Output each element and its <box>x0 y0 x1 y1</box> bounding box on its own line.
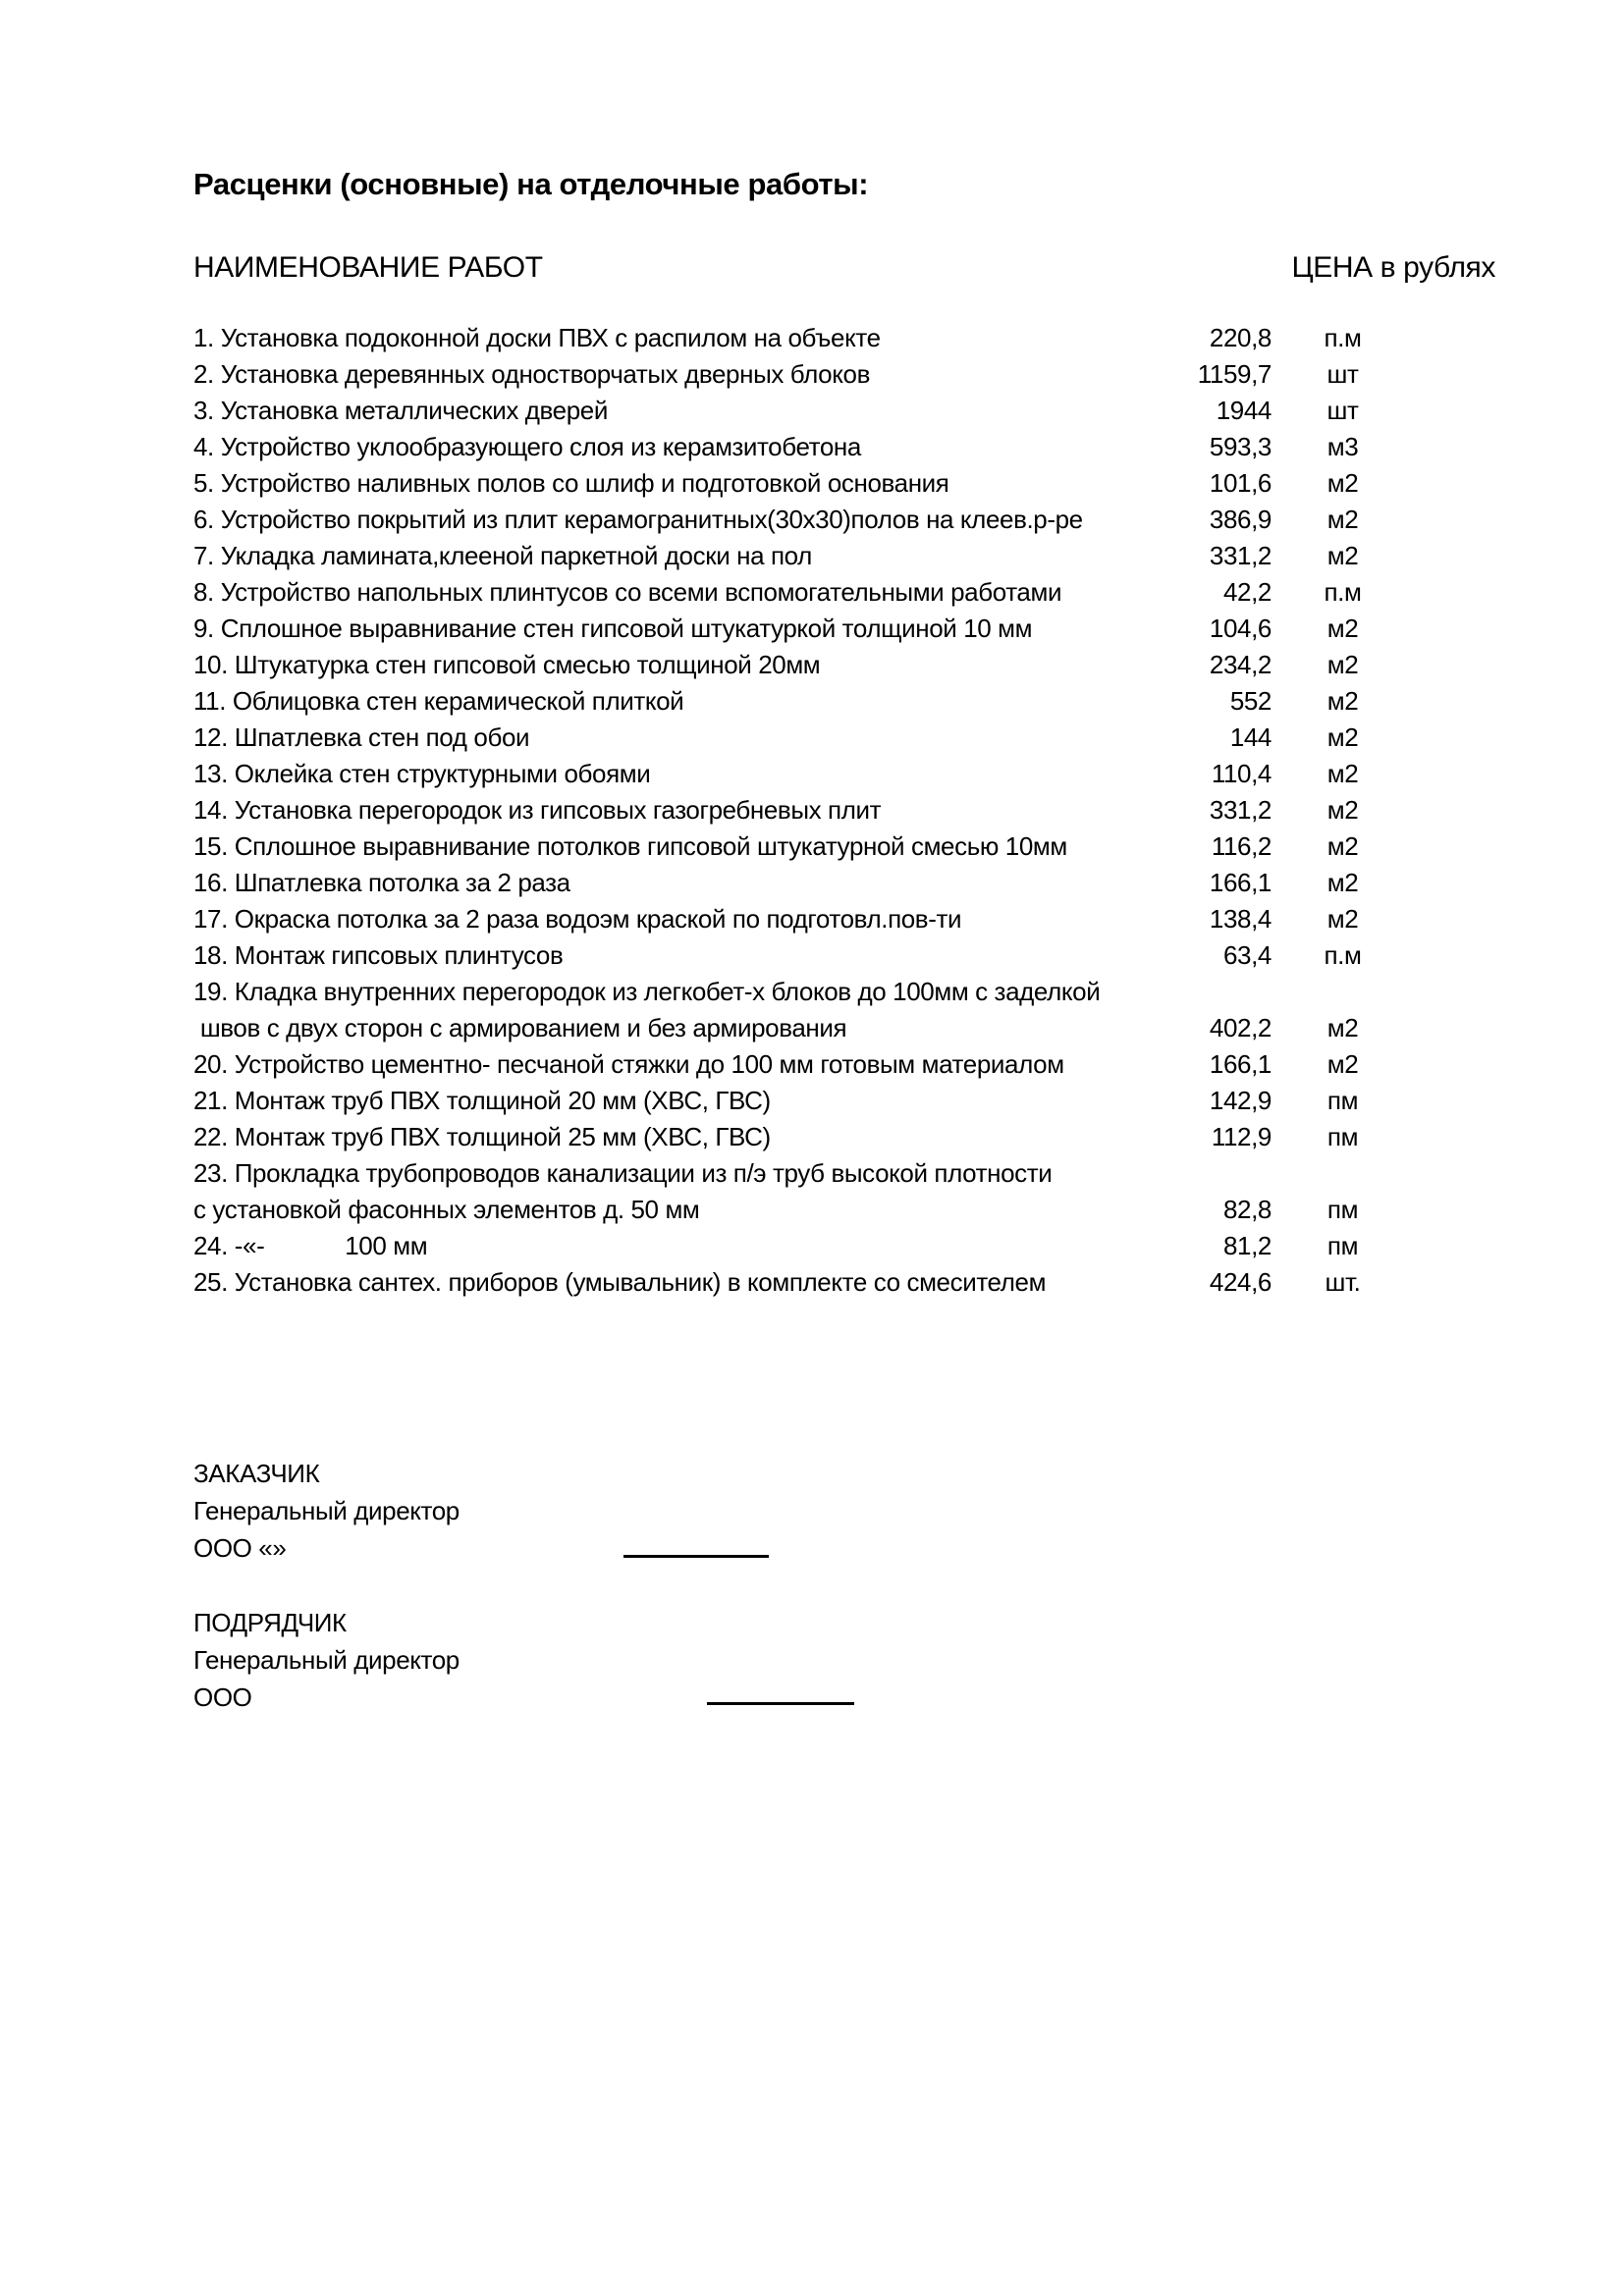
work-price: 166,1 <box>1209 1049 1272 1079</box>
customer-company-label: ООО «» <box>193 1533 287 1563</box>
table-row <box>193 611 1495 647</box>
work-price: 1944 <box>1216 396 1272 425</box>
customer-position-label: Генеральный директор <box>193 1496 460 1525</box>
work-name: 25. Установка сантех. приборов (умывальник) в комплекте со смесителем <box>193 1267 1047 1297</box>
work-name: 15. Сплошное выравнивание потолков гипсовой штукатурной смесью 10мм <box>193 831 1067 861</box>
document-content <box>193 165 1495 1301</box>
work-unit <box>1272 974 1414 1010</box>
work-price: 110,4 <box>1211 759 1272 788</box>
column-header-name: НАИМЕНОВАНИЕ РАБОТ <box>193 251 543 284</box>
price-list <box>193 320 1495 1301</box>
page-title: Расценки (основные) на отделочные работы: <box>193 167 869 201</box>
work-name: 10. Штукатурка стен гипсовой смесью толщиной 20мм <box>193 650 821 679</box>
table-row <box>193 1192 1495 1228</box>
work-price: 112,9 <box>1211 1122 1272 1151</box>
table-row <box>193 356 1495 393</box>
table-row <box>193 1083 1495 1119</box>
customer-signature-line <box>623 1555 769 1558</box>
work-name: 4. Устройство уклообразующего слоя из керамзитобетона <box>193 432 861 461</box>
work-name: 13. Оклейка стен структурными обоями <box>193 759 651 788</box>
table-row <box>193 502 1495 538</box>
work-name: 9. Сплошное выравнивание стен гипсовой штукатуркой толщиной 10 мм <box>193 614 1033 643</box>
table-row <box>193 538 1495 574</box>
work-price: 101,6 <box>1209 468 1272 498</box>
work-price: 1159,7 <box>1197 359 1272 389</box>
work-unit: шт <box>1326 359 1359 389</box>
work-unit: м2 <box>1326 795 1359 825</box>
work-price: 142,9 <box>1209 1086 1272 1115</box>
work-price: 81,2 <box>1222 1231 1272 1260</box>
work-price: 82,8 <box>1222 1195 1272 1224</box>
work-price: 144 <box>1229 722 1272 752</box>
contractor-signature-block <box>193 1604 460 1716</box>
work-unit: пм <box>1326 1086 1359 1115</box>
customer-role-label: ЗАКАЗЧИК <box>193 1459 320 1488</box>
table-row <box>193 429 1495 465</box>
table-row <box>193 828 1495 865</box>
work-name: 5. Устройство наливных полов со шлиф и подготовкой основания <box>193 468 949 498</box>
table-row <box>193 1155 1495 1192</box>
work-unit: м2 <box>1326 868 1359 897</box>
table-row <box>193 1046 1495 1083</box>
table-row <box>193 901 1495 937</box>
work-name: 17. Окраска потолка за 2 раза водоэм краской по подготовл.пов-ти <box>193 904 962 934</box>
work-unit: пм <box>1326 1122 1359 1151</box>
work-price: 116,2 <box>1211 831 1272 861</box>
work-unit: м2 <box>1326 831 1359 861</box>
work-price: 42,2 <box>1222 577 1272 607</box>
contractor-signature-line <box>707 1702 854 1705</box>
work-name: 24. -«- 100 мм <box>193 1231 428 1260</box>
work-name: 21. Монтаж труб ПВХ толщиной 20 мм (ХВС, ГВС) <box>193 1086 771 1115</box>
work-name: 19. Кладка внутренних перегородок из легкобет-х блоков до 100мм с заделкой <box>193 977 1101 1006</box>
work-price: 220,8 <box>1209 323 1272 352</box>
work-price: 331,2 <box>1209 541 1272 570</box>
work-unit: п.м <box>1324 577 1362 607</box>
table-row <box>193 974 1495 1010</box>
table-row <box>193 683 1495 720</box>
table-row <box>193 1119 1495 1155</box>
work-name: 3. Установка металлических дверей <box>193 396 608 425</box>
work-name: 6. Устройство покрытий из плит керамогранитных(30х30)полов на клеев.р-ре <box>193 505 1083 534</box>
work-unit: м2 <box>1326 541 1359 570</box>
work-unit: пм <box>1326 1231 1359 1260</box>
work-price: 424,6 <box>1209 1267 1272 1297</box>
work-name: 1. Установка подоконной доски ПВХ с распилом на объекте <box>193 323 881 352</box>
work-unit <box>1272 1155 1414 1192</box>
work-price: 552 <box>1229 686 1272 716</box>
work-price: 104,6 <box>1209 614 1272 643</box>
work-name: 12. Шпатлевка стен под обои <box>193 722 530 752</box>
work-name: швов с двух сторон с армированием и без армирования <box>193 1013 847 1042</box>
work-unit: п.м <box>1324 940 1362 970</box>
work-price: 402,2 <box>1209 1013 1272 1042</box>
contractor-role-label: ПОДРЯДЧИК <box>193 1608 347 1637</box>
work-unit: м2 <box>1326 468 1359 498</box>
work-name: 7. Укладка ламината,клееной паркетной доски на пол <box>193 541 812 570</box>
work-name: с установкой фасонных элементов д. 50 мм <box>193 1195 700 1224</box>
work-unit: м2 <box>1326 722 1359 752</box>
customer-signature-block <box>193 1455 460 1567</box>
table-row <box>193 792 1495 828</box>
table-row <box>193 865 1495 901</box>
work-unit: м2 <box>1326 505 1359 534</box>
table-row <box>193 574 1495 611</box>
work-unit: м2 <box>1326 904 1359 934</box>
table-row <box>193 1228 1495 1264</box>
work-unit: м2 <box>1326 759 1359 788</box>
work-unit: м2 <box>1326 614 1359 643</box>
work-price <box>1139 1155 1272 1192</box>
work-price: 166,1 <box>1209 868 1272 897</box>
contractor-position-label: Генеральный директор <box>193 1645 460 1675</box>
work-unit: м2 <box>1326 686 1359 716</box>
work-price: 138,4 <box>1209 904 1272 934</box>
work-name: 2. Установка деревянных одностворчатых дверных блоков <box>193 359 870 389</box>
table-row <box>193 393 1495 429</box>
table-row <box>193 320 1495 356</box>
column-header-price: ЦЕНА в рублях <box>1291 251 1495 284</box>
work-price: 593,3 <box>1209 432 1272 461</box>
work-price: 63,4 <box>1222 940 1272 970</box>
work-name: 8. Устройство напольных плинтусов со всеми вспомогательными работами <box>193 577 1062 607</box>
table-row <box>193 1264 1495 1301</box>
work-unit: м2 <box>1326 650 1359 679</box>
work-unit: м2 <box>1326 1049 1359 1079</box>
work-name: 11. Облицовка стен керамической плиткой <box>193 686 684 716</box>
column-header-row <box>193 248 1495 288</box>
work-price: 234,2 <box>1209 650 1272 679</box>
work-name: 18. Монтаж гипсовых плинтусов <box>193 940 564 970</box>
work-name: 16. Шпатлевка потолка за 2 раза <box>193 868 570 897</box>
work-unit: м2 <box>1326 1013 1359 1042</box>
table-row <box>193 720 1495 756</box>
work-name: 14. Установка перегородок из гипсовых газогребневых плит <box>193 795 882 825</box>
work-unit: шт <box>1326 396 1359 425</box>
work-name: 23. Прокладка трубопроводов канализации из п/э труб высокой плотности <box>193 1158 1053 1188</box>
work-price: 386,9 <box>1209 505 1272 534</box>
contractor-company-label: ООО <box>193 1682 252 1712</box>
work-unit: п.м <box>1324 323 1362 352</box>
table-row <box>193 465 1495 502</box>
work-price <box>1139 974 1272 1010</box>
work-unit: шт. <box>1325 1267 1361 1297</box>
table-row <box>193 937 1495 974</box>
table-row <box>193 647 1495 683</box>
work-name: 22. Монтаж труб ПВХ толщиной 25 мм (ХВС, ГВС) <box>193 1122 771 1151</box>
work-unit: пм <box>1326 1195 1359 1224</box>
work-name: 20. Устройство цементно- песчаной стяжки до 100 мм готовым материалом <box>193 1049 1064 1079</box>
work-unit: м3 <box>1326 432 1359 461</box>
table-row <box>193 1010 1495 1046</box>
table-row <box>193 756 1495 792</box>
work-price: 331,2 <box>1209 795 1272 825</box>
